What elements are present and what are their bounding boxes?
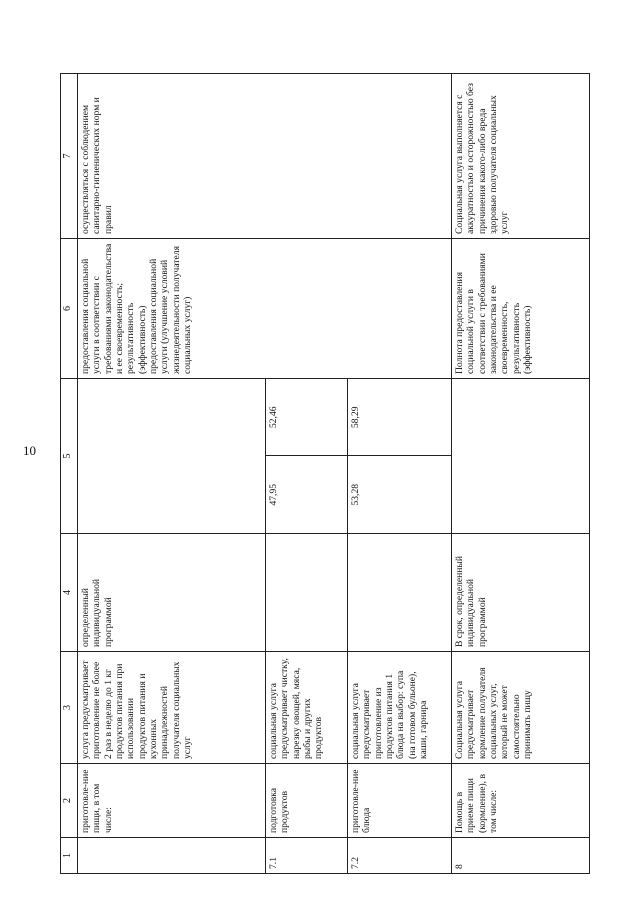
price-cell — [348, 379, 452, 534]
services-table — [60, 73, 590, 874]
row-number-cell: 7.2 — [348, 838, 452, 874]
service-description-cell: услуга предусматривает приготовление не более 2 раз в неделю до 1 кг продуктов питания при использовании продуктов питания и кухонных принадлежностей получателя социальных услуг — [78, 652, 266, 764]
service-description-cell: Социальная услуга предусматривает кормление получателя социальных услуг, который не может самостоятельно принимать пищу — [452, 652, 590, 764]
service-name-cell: приготовле-ние блюда — [348, 764, 452, 838]
service-name-cell: Помощь в приеме пищи (кормление), в том числе: — [452, 764, 590, 838]
service-term-cell: определенный индивидуальной программой — [78, 534, 266, 652]
price-value-2: 58,29 — [348, 379, 451, 457]
price-cell — [452, 379, 590, 534]
service-name-cell: приготовле-ние пищи, в том числе: — [78, 764, 266, 838]
service-term-cell — [266, 534, 348, 652]
row-number-cell: 7.1 — [266, 838, 348, 874]
row-number-cell — [78, 838, 266, 874]
header-row — [61, 74, 78, 874]
header-cell-3: 3 — [61, 652, 78, 764]
price-value-2: 52,46 — [266, 379, 347, 457]
evaluation-conditions-cell: осуществляться с соблюдением санитарно-гигиенических норм и правил — [78, 74, 452, 239]
price-cell — [266, 379, 348, 534]
header-cell-5: 5 — [61, 379, 78, 534]
table-row-continued — [78, 74, 266, 874]
rotated-table-page — [60, 74, 590, 874]
header-cell-6: 6 — [61, 239, 78, 379]
service-term-cell — [348, 534, 452, 652]
service-description-cell: социальная услуга предусматривает чистку, нарезку овощей, мяса, рыбы и других продуктов — [266, 652, 348, 764]
quality-indicators-cell: предоставления социальной услуги в соответствии с требованиями законодательства и ее своевременность; результативность (эффективность) предоставления социальной услуги (улучшение условий жизнедеятельности получателя социальных услуг) — [78, 239, 452, 379]
price-value-1: 47,95 — [268, 483, 279, 506]
service-term-cell: В срок, определенный индивидуальной программой — [452, 534, 590, 652]
price-cell — [78, 379, 266, 534]
header-cell-7: 7 — [61, 74, 78, 239]
quality-indicators-cell: Полнота предоставления социальной услуги в соответствии с требованиями законодательства и ее своевременность, результативность (эффективность) — [452, 239, 590, 379]
table-row-8 — [452, 74, 590, 874]
row-number-cell: 8 — [452, 838, 590, 874]
service-description-cell: социальная услуга предусматривает приготовление из продуктов питания 1 блюда на выбор: супа (на готовом бульоне), каши, гарнира — [348, 652, 452, 764]
price-value-1: 53,28 — [350, 483, 361, 506]
header-cell-2: 2 — [61, 764, 78, 838]
evaluation-conditions-cell: Социальная услуга выполняется с аккуратностью и осторожностью без причинения какого-либо вреда здоровью получателя социальных услуг — [452, 74, 590, 239]
service-name-cell: подготовка продуктов — [266, 764, 348, 838]
page-number: 10 — [23, 443, 36, 458]
header-cell-4: 4 — [61, 534, 78, 652]
header-cell-1: 1 — [61, 838, 78, 874]
